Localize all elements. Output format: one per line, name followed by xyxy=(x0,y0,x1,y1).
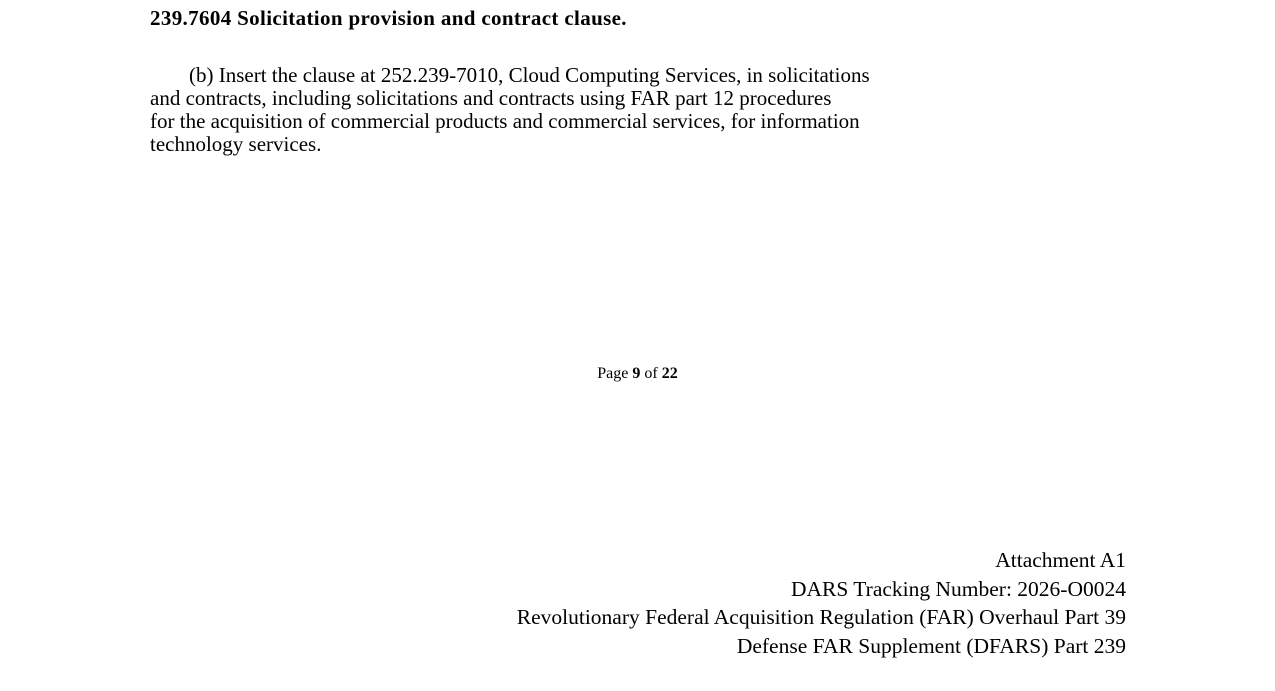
attachment-footer xyxy=(517,546,1126,660)
section-heading: 239.7604 Solicitation provision and contract clause. xyxy=(150,6,627,30)
page-number-separator: of xyxy=(644,365,658,382)
far-overhaul-part: Revolutionary Federal Acquisition Regulation (FAR) Overhaul Part 39 xyxy=(516,605,1126,629)
page-number-total: 22 xyxy=(661,365,678,382)
dfars-part: Defense FAR Supplement (DFARS) Part 239 xyxy=(736,633,1126,658)
paragraph-line: and contracts, including solicitations and contracts using FAR part 12 procedures xyxy=(150,86,832,110)
paragraph-line: (b) Insert the clause at 252.239-7010, Cloud Computing Services, in solicitations xyxy=(189,63,870,87)
attachment-label: Attachment A1 xyxy=(995,548,1126,572)
paragraph-b xyxy=(150,64,1170,156)
paragraph-line: for the acquisition of commercial products and commercial services, for information xyxy=(150,109,860,133)
page-number xyxy=(0,365,1275,383)
paragraph-line: technology services. xyxy=(150,132,322,156)
dars-tracking-number: DARS Tracking Number: 2026-O0024 xyxy=(790,576,1126,601)
page-number-prefix: Page xyxy=(597,365,629,382)
page-number-current: 9 xyxy=(632,365,641,382)
